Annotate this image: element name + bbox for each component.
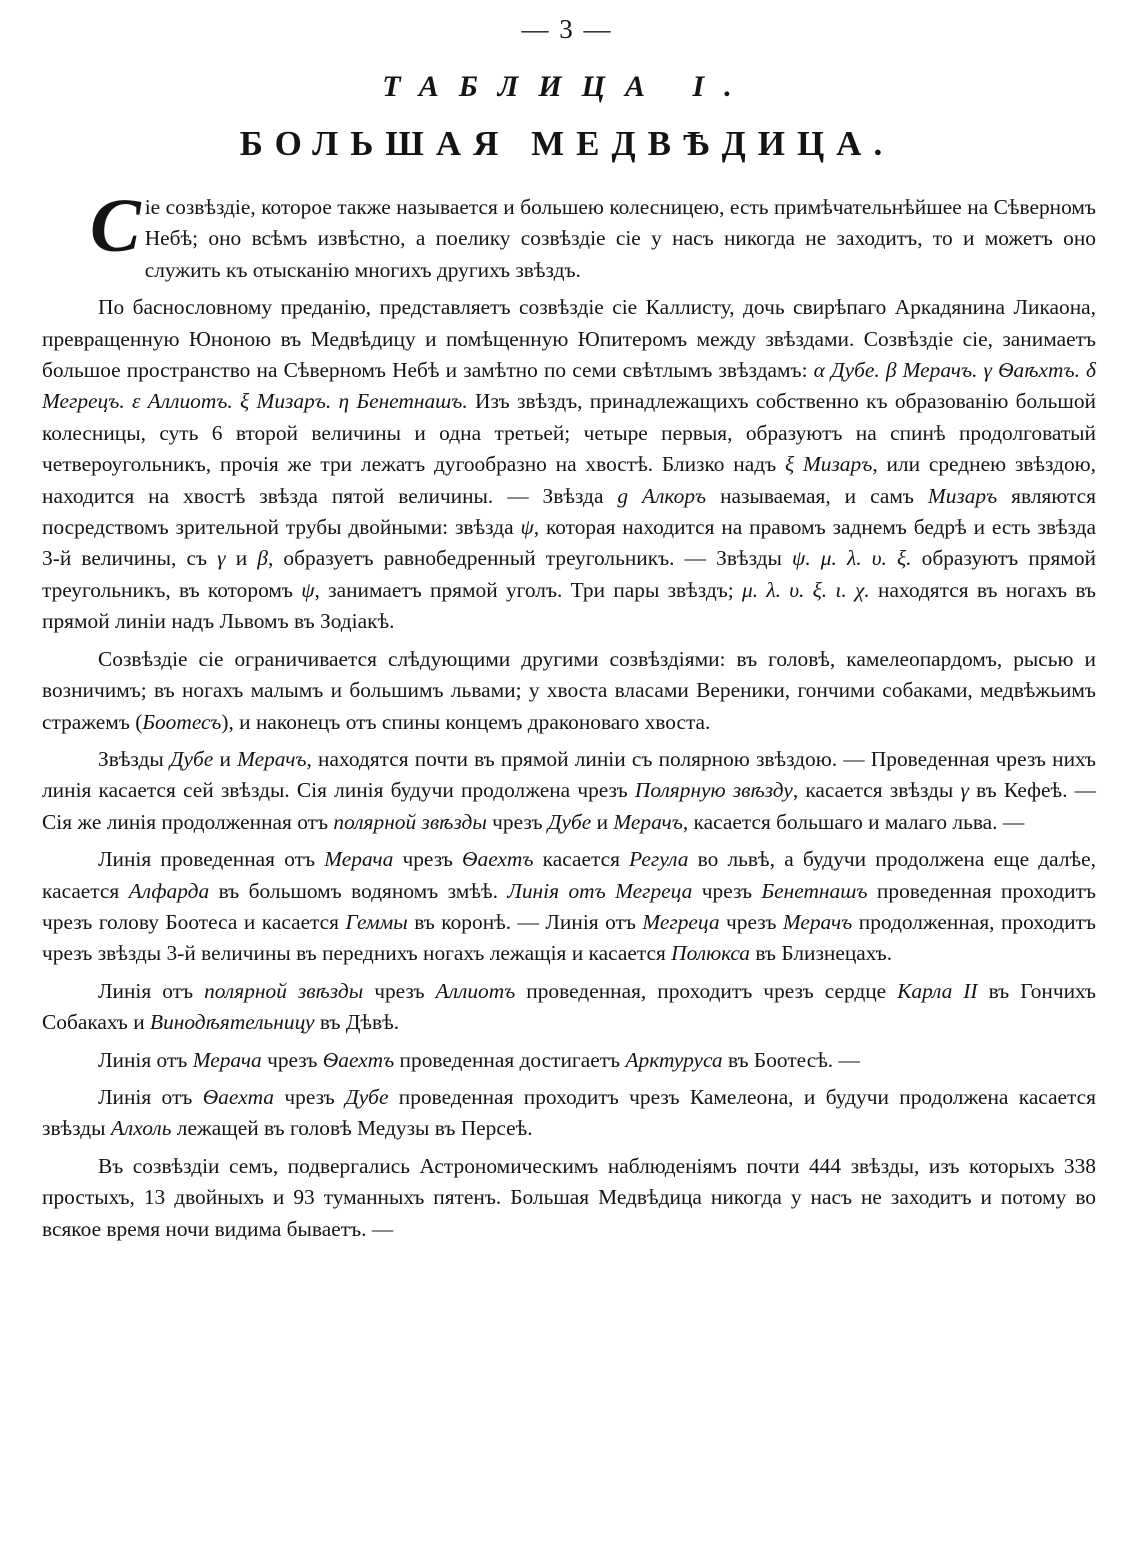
paragraph: [42, 184, 1096, 286]
italic-term: Аллиотъ: [435, 978, 516, 1003]
text-run: іе созвѣздіе, которое также называется и большею колесницею, есть примѣчательнѣйшее на Сѣверномъ Небѣ; оно всѣмъ извѣстно, а поелику созвѣздіе сіе у насъ никогда не заходитъ, то и можетъ оно служить къ отысканію многихъ другихъ звѣздъ.: [144, 195, 1096, 282]
italic-term: Дубе: [345, 1084, 389, 1109]
text-run: и: [213, 746, 238, 771]
italic-term: Регула: [629, 847, 689, 872]
text-run: чрезъ: [393, 847, 463, 872]
text-run: въ Близнецахъ.: [750, 941, 893, 966]
paragraph: [42, 644, 1096, 738]
chapter-title: БОЛЬШАЯ МЕДВѢДИЦА.: [239, 124, 895, 163]
italic-term: Мизаръ: [927, 483, 998, 508]
text-run: Линія отъ: [98, 1047, 193, 1072]
text-run: Линія отъ: [98, 978, 205, 1003]
italic-term: Карла II: [897, 978, 978, 1003]
text-run: чрезъ: [261, 1047, 323, 1072]
italic-term: Мерача: [192, 1047, 262, 1072]
text-run: Въ созвѣздіи семъ, подвергались Астрономическимъ наблюденіямъ почти 444 звѣзды, изъ которыхъ 338 простыхъ, 13 двойныхъ и 93 туманныхъ пятенъ. Большая Медвѣдица никогда у насъ не заходитъ и потому во всякое время ночи видима бываетъ. —: [42, 1153, 1096, 1241]
text-run: чрезъ: [486, 809, 548, 834]
text-run: Линія отъ: [98, 1084, 203, 1109]
italic-term: Мерачъ: [613, 809, 683, 834]
text-run: въ Дѣвѣ.: [314, 1010, 400, 1035]
italic-term: Линія отъ Мегреца: [507, 878, 693, 903]
text-run: , занимаетъ прямой уголъ. Три пары звѣздъ;: [314, 577, 742, 602]
text-run: проведенная достигаетъ: [394, 1047, 626, 1072]
paragraph: [42, 1082, 1096, 1145]
italic-term: α Дубе. β Мерачъ. γ Ѳаѣхтъ. δ Мегрецъ. ε Аллиотъ. ξ Мизаръ. η Бенетнашъ.: [42, 358, 1096, 414]
italic-term: ψ: [301, 577, 315, 602]
text-run: являются посредствомъ зрительной трубы двойными: звѣзда: [42, 483, 1096, 540]
text-run: , касается звѣзды: [792, 778, 961, 803]
drop-cap: С: [90, 184, 141, 268]
paragraph: [42, 1045, 1096, 1076]
italic-term: Ѳаехтъ: [462, 847, 534, 872]
text-run: чрезъ: [274, 1084, 346, 1109]
text-run: Созвѣздіе сіе ограничивается слѣдующими другими созвѣздіями: въ головѣ, камелеопардомъ, рысью и возничимъ; въ ногахъ малымъ и большимъ львами; у хвоста власами Вереники, гончими собаками, медвѣжьимъ стражемъ (: [42, 646, 1096, 734]
text-run: чрезъ: [692, 878, 762, 903]
italic-term: Арктуруса: [625, 1047, 723, 1072]
text-run: находятся въ ногахъ въ прямой линіи надъ Львомъ въ Зодіакѣ.: [42, 577, 1096, 634]
italic-term: μ. λ. υ. ξ. ι. χ.: [741, 577, 870, 602]
text-run: , или среднею звѣздою, находится на хвостѣ звѣзда пятой величины. — Звѣзда: [42, 452, 1096, 508]
paragraph: [42, 744, 1096, 838]
text-run: чрезъ: [363, 978, 436, 1003]
text-run: во львѣ, а будучи продолжена еще далѣе, касается: [42, 847, 1096, 903]
text-run: , образуетъ равнобедренный треугольникъ. — Звѣзды: [267, 546, 793, 571]
italic-term: Ѳаехта: [202, 1084, 274, 1109]
italic-term: Бенетнашъ: [761, 878, 868, 903]
text-run: образуютъ прямой треугольникъ, въ которомъ: [42, 546, 1097, 602]
italic-term: Мерачъ,: [237, 746, 312, 771]
text-run: касается: [533, 847, 630, 872]
italic-term: Полюкса: [671, 941, 750, 966]
text-run: въ коронѣ. — Линія отъ: [407, 909, 643, 934]
italic-term: Дубе: [169, 746, 214, 771]
text-run: продолженная, проходитъ чрезъ звѣзды 3-й величины въ переднихъ ногахъ лежащія и касается: [42, 909, 1096, 966]
text-run: въ Гончихъ Собакахъ и: [42, 978, 1096, 1035]
italic-term: γ: [960, 778, 969, 803]
text-run: , касается большаго и малаго льва. —: [682, 809, 1025, 834]
paragraph: [42, 844, 1096, 970]
text-run: проведенная проходитъ чрезъ голову Боотеса и касается: [42, 878, 1096, 934]
italic-term: Винодѣятельницу: [150, 1010, 315, 1035]
italic-term: Геммы: [345, 909, 408, 934]
text-run: лежащей въ головѣ Медузы въ Персеѣ.: [171, 1116, 533, 1141]
text-run: проведенная, проходитъ чрезъ сердце: [515, 978, 898, 1003]
italic-term: Ѳаехтъ: [322, 1047, 395, 1072]
italic-term: Мегреца: [642, 909, 720, 934]
paragraph: [42, 1151, 1096, 1245]
italic-term: Мерачъ: [782, 909, 853, 934]
text-run: Изъ звѣздъ, принадлежащихъ собственно къ образованію большой колесницы, суть 6 второй величины и одна третьей; четыре первыя, образуютъ на спинѣ продолговатый четвероугольникъ, прочія же три лежатъ дугообразно на хвостѣ. Близко надъ: [42, 389, 1096, 477]
table-title: ТАБЛИЦА I.: [382, 70, 752, 103]
body-text: [42, 184, 1097, 1251]
italic-term: ξ Мизаръ: [784, 452, 873, 477]
italic-term: ψ: [520, 515, 534, 540]
page-number: — 3 —: [521, 14, 613, 44]
text-run: , которая находится на правомъ заднемъ бедрѣ и есть звѣзда 3-й величины, съ: [42, 515, 1096, 571]
text-run: Линія проведенная отъ: [98, 847, 325, 872]
italic-term: Дубе: [547, 809, 592, 834]
italic-term: Полярную звѣзду: [634, 778, 793, 803]
text-run: находятся почти въ прямой линіи съ полярною звѣздою. — Проведенная чрезъ нихъ линія касается сей звѣзды. Сія линія будучи продолжена чрезъ: [42, 746, 1096, 803]
text-run: и: [591, 809, 614, 834]
text-run: ), и наконецъ отъ спины концемъ драконоваго хвоста.: [221, 709, 711, 734]
italic-term: γ: [217, 546, 226, 571]
text-run: чрезъ: [719, 909, 783, 934]
text-run: По баснословному преданію, представляетъ созвѣздіе сіе Каллисту, дочь свирѣпаго Аркадянина Ликаона, превращенную Юноною въ Медвѣдицу и помѣщенную Юпитеромъ между звѣздами. Созвѣздіе сіе, занимаетъ большое пространство на Сѣверномъ Небѣ и замѣтно по семи свѣтлымъ звѣздамъ:: [42, 295, 1096, 383]
text-run: въ большомъ водяномъ змѣѣ.: [209, 878, 508, 903]
text-run: проведенная проходитъ чрезъ Камелеона, и будучи продолжена касается звѣзды: [42, 1084, 1096, 1141]
italic-term: Мерача: [324, 847, 394, 872]
text-run: называемая, и самъ: [706, 483, 928, 508]
italic-term: Алхоль: [110, 1116, 172, 1141]
paragraph: [42, 292, 1096, 637]
paragraph: [42, 976, 1096, 1039]
text-run: Звѣзды: [98, 746, 170, 771]
italic-term: β: [257, 546, 268, 571]
italic-term: полярной звѣзды: [204, 978, 364, 1003]
italic-term: полярной звѣзды: [333, 809, 487, 834]
italic-term: ψ. μ. λ. υ. ξ.: [792, 546, 912, 571]
italic-term: g Алкоръ: [617, 483, 707, 508]
italic-term: Боотесъ: [142, 709, 222, 734]
italic-term: Алфарда: [128, 878, 210, 903]
text-run: и: [225, 546, 258, 571]
text-run: въ Кефеѣ. — Сія же линія продолженная отъ: [42, 778, 1097, 834]
text-run: въ Боотесѣ. —: [722, 1047, 860, 1072]
